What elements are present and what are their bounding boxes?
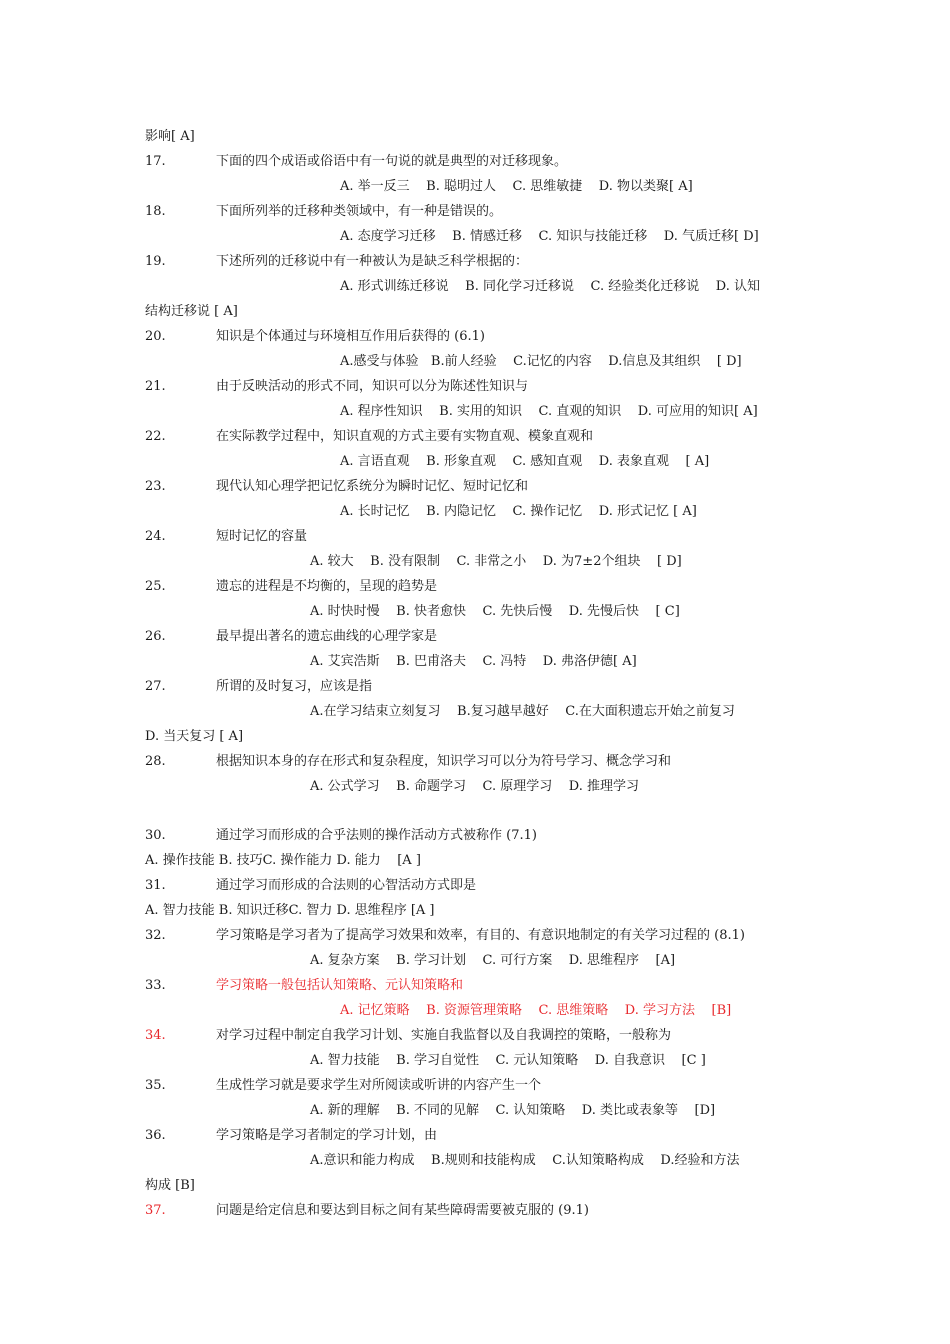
question-number: 17. [145, 154, 166, 169]
answer-options: A. 艾宾浩斯 B. 巴甫洛夫 C. 冯特 D. 弗洛伊德[ A] [310, 654, 637, 669]
question-text: 问题是给定信息和要达到目标之间有某些障碍需要被克服的 (9.1) [216, 1203, 589, 1218]
question-text: 通过学习而形成的合法则的心智活动方式即是 [216, 878, 477, 893]
answer-options: A. 举一反三 B. 聪明过人 C. 思维敏捷 D. 物以类聚[ A] [340, 179, 693, 194]
answer-options: A. 时快时慢 B. 快者愈快 C. 先快后慢 D. 先慢后快 [ C] [310, 604, 680, 619]
question-number: 30. [145, 828, 166, 843]
question-number: 24. [145, 529, 166, 544]
answer-options: A. 言语直观 B. 形象直观 C. 感知直观 D. 表象直观 [ A] [340, 454, 710, 469]
answer-options: A. 公式学习 B. 命题学习 C. 原理学习 D. 推理学习 [310, 779, 640, 794]
question-number: 22. [145, 429, 166, 444]
question-number: 26. [145, 629, 166, 644]
answer-options: A. 新的理解 B. 不同的见解 C. 认知策略 D. 类比或表象等 [D] [310, 1103, 716, 1118]
question-number: 27. [145, 679, 166, 694]
answer-options: A. 程序性知识 B. 实用的知识 C. 直观的知识 D. 可应用的知识[ A] [340, 404, 758, 419]
question-text: 所谓的及时复习，应该是指 [216, 679, 373, 694]
answer-options: A.在学习结束立刻复习 B.复习越早越好 C.在大面积遗忘开始之前复习 [310, 704, 735, 719]
question-text: 学习策略是学习者为了提高学习效果和效率，有目的、有意识地制定的有关学习过程的 (8.1) [216, 928, 745, 943]
question-text: 生成性学习就是要求学生对所阅读或听讲的内容产生一个 [216, 1078, 542, 1093]
question-number-highlighted: 37. [145, 1203, 166, 1218]
answer-options-highlighted: A. 记忆策略 B. 资源管理策略 C. 思维策略 D. 学习方法 [B] [340, 1003, 732, 1018]
question-text: 遗忘的进程是不均衡的，呈现的趋势是 [216, 579, 438, 594]
question-number: 28. [145, 754, 166, 769]
question-number: 36. [145, 1128, 166, 1143]
question-number: 20. [145, 329, 166, 344]
question-text: 最早提出著名的遗忘曲线的心理学家是 [216, 629, 438, 644]
question-text: 知识是个体通过与环境相互作用后获得的 (6.1) [216, 329, 485, 344]
question-number: 33. [145, 978, 166, 993]
question-text-highlighted: 学习策略一般包括认知策略、元认知策略和 [216, 978, 464, 993]
answer-options: A. 形式训练迁移说 B. 同化学习迁移说 C. 经验类化迁移说 D. 认知 [340, 279, 761, 294]
question-text: 短时记忆的容量 [216, 529, 308, 544]
question-text: 下面所列举的迁移种类领域中，有一种是错误的。 [216, 204, 503, 219]
question-text: 在实际教学过程中，知识直观的方式主要有实物直观、模象直观和 [216, 429, 594, 444]
question-number: 18. [145, 204, 166, 219]
question-number: 21. [145, 379, 166, 394]
continuation-text: 影响[ A] [145, 129, 195, 144]
question-text: 通过学习而形成的合乎法则的操作活动方式被称作 (7.1) [216, 828, 537, 843]
answer-options: A. 态度学习迁移 B. 情感迁移 C. 知识与技能迁移 D. 气质迁移[ D] [340, 229, 759, 244]
question-text: 由于反映活动的形式不同，知识可以分为陈述性知识与 [216, 379, 529, 394]
question-text: 现代认知心理学把记忆系统分为瞬时记忆、短时记忆和 [216, 479, 529, 494]
answer-options: A. 长时记忆 B. 内隐记忆 C. 操作记忆 D. 形式记忆 [ A] [340, 504, 697, 519]
question-number: 35. [145, 1078, 166, 1093]
question-text: 下面的四个成语或俗语中有一句说的就是典型的对迁移现象。 [216, 154, 568, 169]
answer-options: A. 操作技能 B. 技巧C. 操作能力 D. 能力 [A ] [145, 853, 421, 868]
continuation-text: D. 当天复习 [ A] [145, 729, 244, 744]
answer-options: A. 智力技能 B. 学习自觉性 C. 元认知策略 D. 自我意识 [C ] [310, 1053, 706, 1068]
question-number: 32. [145, 928, 166, 943]
answer-options: A.意识和能力构成 B.规则和技能构成 C.认知策略构成 D.经验和方法 [310, 1153, 740, 1168]
question-number: 31. [145, 878, 166, 893]
answer-options: A.感受与体验 B.前人经验 C.记忆的内容 D.信息及其组织 [ D] [340, 354, 742, 369]
question-number: 19. [145, 254, 166, 269]
question-text: 根据知识本身的存在形式和复杂程度，知识学习可以分为符号学习、概念学习和 [216, 754, 672, 769]
question-text: 学习策略是学习者制定的学习计划，由 [216, 1128, 438, 1143]
answer-options: A. 复杂方案 B. 学习计划 C. 可行方案 D. 思维程序 [A] [310, 953, 676, 968]
answer-options: A. 较大 B. 没有限制 C. 非常之小 D. 为7±2个组块 [ D] [310, 554, 682, 569]
question-number: 23. [145, 479, 166, 494]
answer-options: A. 智力技能 B. 知识迁移C. 智力 D. 思维程序 [A ] [145, 903, 435, 918]
question-text: 下述所列的迁移说中有一种被认为是缺乏科学根据的： [216, 254, 529, 269]
question-text: 对学习过程中制定自我学习计划、实施自我监督以及自我调控的策略，一般称为 [216, 1028, 672, 1043]
question-number-highlighted: 34. [145, 1028, 166, 1043]
continuation-text: 结构迁移说 [ A] [145, 304, 238, 319]
question-number: 25. [145, 579, 166, 594]
continuation-text: 构成 [B] [145, 1178, 195, 1193]
